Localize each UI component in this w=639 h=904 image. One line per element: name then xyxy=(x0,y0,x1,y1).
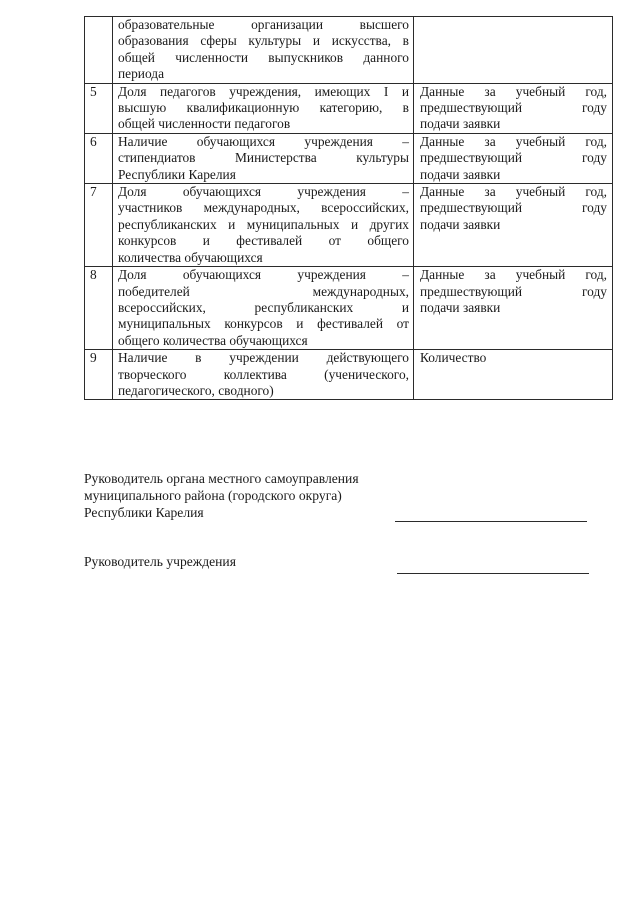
indicator-text-line: стипендиатов Министерства культуры xyxy=(118,150,409,166)
indicator-text xyxy=(113,184,414,267)
row-number: 6 xyxy=(85,133,113,183)
data-source-line: подачи заявки xyxy=(420,116,501,132)
table-row xyxy=(85,267,613,350)
table-row xyxy=(85,133,613,183)
indicator-text-line: Доля обучающихся учреждения – xyxy=(118,184,409,200)
indicator-text xyxy=(113,350,414,400)
indicator-text-line: участников международных, всероссийских, xyxy=(118,200,409,216)
indicator-text-line: творческого коллектива (ученического, xyxy=(118,366,409,382)
data-source xyxy=(414,17,613,84)
data-source-line: Количество xyxy=(420,350,487,366)
data-source-line: Данные за учебный год, xyxy=(420,133,607,149)
indicator-text-line: республиканских и муниципальных и других xyxy=(118,216,409,232)
row-number: 7 xyxy=(85,184,113,267)
indicator-text xyxy=(113,267,414,350)
data-source-line: подачи заявки xyxy=(420,216,501,232)
table-row xyxy=(85,83,613,133)
data-source xyxy=(414,350,613,400)
indicator-text-line: Наличие обучающихся учреждения – xyxy=(118,133,409,149)
indicator-text-line: количества обучающихся xyxy=(118,249,263,265)
indicator-text-line: педагогического, сводного) xyxy=(118,382,274,398)
local-government-head-label xyxy=(84,470,359,521)
data-source-line: предшествующий году xyxy=(420,150,607,166)
table-row xyxy=(85,350,613,400)
data-source-line: предшествующий году xyxy=(420,200,607,216)
indicator-text-line: Доля педагогов учреждения, имеющих I и xyxy=(118,83,409,99)
indicator-text-line: общего количества обучающихся xyxy=(118,332,308,348)
institution-head-signature-line xyxy=(397,573,589,574)
indicator-text-line: высшую квалификационную категорию, в xyxy=(118,100,409,116)
indicator-text-line: Доля обучающихся учреждения – xyxy=(118,267,409,283)
indicator-text-line: общей численности педагогов xyxy=(118,116,291,132)
table-row xyxy=(85,17,613,84)
institution-head-label: Руководитель учреждения xyxy=(84,554,236,569)
local-head-line-1: Руководитель органа местного самоуправления xyxy=(84,471,359,486)
indicator-text-line: всероссийских, республиканских и xyxy=(118,299,409,315)
row-number: 9 xyxy=(85,350,113,400)
data-source-line: предшествующий году xyxy=(420,283,607,299)
data-source-line: Данные за учебный год, xyxy=(420,267,607,283)
indicator-text-line: победителей международных, xyxy=(118,283,409,299)
data-source xyxy=(414,83,613,133)
local-head-line-2: муниципального района (городского округа) xyxy=(84,488,342,503)
indicator-text-line: Наличие в учреждении действующего xyxy=(118,350,409,366)
indicator-text-line: образовательные организации высшего xyxy=(118,17,409,32)
indicator-text xyxy=(113,17,414,84)
table-row xyxy=(85,184,613,267)
criteria-table xyxy=(84,16,613,400)
indicator-text-line: Республики Карелия xyxy=(118,166,236,182)
row-number: 8 xyxy=(85,267,113,350)
indicator-text-line: образования сферы культуры и искусства, в xyxy=(118,33,409,49)
data-source-line: Данные за учебный год, xyxy=(420,83,607,99)
data-source-line: подачи заявки xyxy=(420,299,501,315)
row-number: 5 xyxy=(85,83,113,133)
indicator-text-line: конкурсов и фестивалей от общего xyxy=(118,233,409,249)
data-source xyxy=(414,267,613,350)
row-number xyxy=(85,17,113,84)
local-head-line-3: Республики Карелия xyxy=(84,505,204,520)
data-source xyxy=(414,184,613,267)
indicator-text xyxy=(113,83,414,133)
indicator-text xyxy=(113,133,414,183)
indicator-text-line: общей численности выпускников данного xyxy=(118,49,409,65)
indicator-text-line: периода xyxy=(118,66,165,82)
data-source-line: предшествующий году xyxy=(420,100,607,116)
local-head-signature-line xyxy=(395,521,587,522)
indicator-text-line: муниципальных конкурсов и фестивалей от xyxy=(118,316,409,332)
data-source xyxy=(414,133,613,183)
data-source-line: подачи заявки xyxy=(420,166,501,182)
data-source-line: Данные за учебный год, xyxy=(420,184,607,200)
